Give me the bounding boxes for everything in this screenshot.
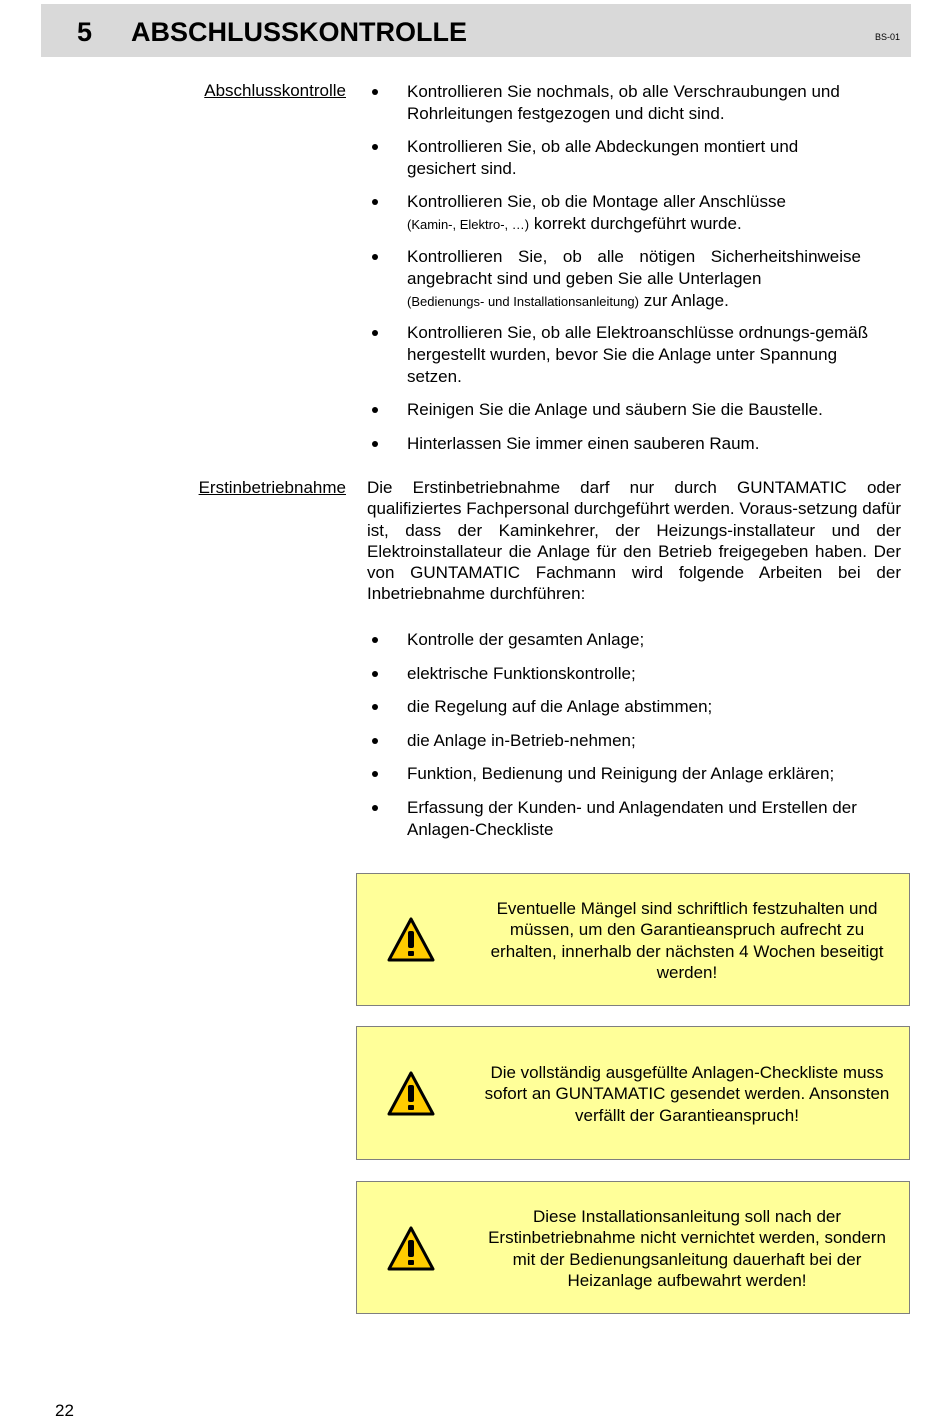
page-number: 22	[55, 1401, 74, 1420]
list-item	[367, 730, 927, 752]
bullet-icon	[372, 330, 378, 336]
warning-box	[356, 873, 910, 1006]
doc-code: BS-01	[874, 32, 900, 42]
list-item-text: Reinigen Sie die Anlage und säubern Sie die Baustelle.	[407, 400, 823, 419]
list-item	[367, 763, 937, 785]
list-item-text: Kontrollieren Sie, ob alle Abdeckungen montiert und gesichert sind.	[407, 137, 799, 178]
list-item-note: (Kamin-, Elektro-, …)	[407, 217, 530, 232]
warning-icon	[387, 917, 435, 963]
bullet-icon	[372, 89, 378, 95]
list-item	[367, 399, 927, 421]
list-item-text: Kontrollieren Sie, ob die Montage aller Anschlüsse	[407, 192, 786, 211]
bullet-icon	[372, 199, 378, 205]
list-item-text: Erfassung der Kunden- und Anlagendaten und Erstellen der Anlagen-Checkliste	[407, 798, 857, 839]
list-item-text: Kontrolle der gesamten Anlage;	[407, 630, 645, 649]
list-item	[367, 797, 887, 841]
chapter-title: ABSCHLUSSKONTROLLE	[131, 17, 467, 47]
list-item-text: Kontrollieren Sie, ob alle Elektroanschlüsse ordnungs-gemäß hergestellt wurden, bevor Sie die Anlage unter Spannung setzen.	[407, 323, 869, 386]
warning-text: Diese Installationsanleitung soll nach der Erstinbetriebnahme nicht vernichtet werden, sondern mit der Bedienungsanleitung dauerhaft bei der Heizanlage aufbewahrt werden!	[488, 1207, 886, 1290]
list-item-text: korrekt durchgeführt wurde.	[533, 214, 742, 233]
section-label-abschlusskontrolle: Abschlusskontrolle	[204, 81, 346, 100]
warning-icon	[387, 1226, 435, 1272]
list-item	[367, 629, 927, 651]
section-label-erstinbetriebnahme: Erstinbetriebnahme	[198, 478, 346, 497]
list-item	[367, 696, 927, 718]
bullet-icon	[372, 738, 378, 744]
list-item	[367, 136, 867, 180]
list-item-text: zur Anlage.	[643, 291, 729, 310]
bullet-icon	[372, 407, 378, 413]
bullet-icon	[372, 144, 378, 150]
bullet-icon	[372, 671, 378, 677]
chapter-header	[41, 4, 911, 57]
list-item	[367, 191, 867, 236]
bullet-icon	[372, 704, 378, 710]
bullet-icon	[372, 771, 378, 777]
list-item-text: die Anlage in-Betrieb-nehmen;	[407, 731, 636, 750]
list-item	[367, 322, 877, 388]
list-item-text: Hinterlassen Sie immer einen sauberen Raum.	[407, 434, 760, 453]
list-item-note: (Bedienungs- und Installationsanleitung)	[407, 294, 639, 309]
list-item-text: Kontrollieren Sie, ob alle nötigen Sicherheitshinweise angebracht sind und geben Sie alle Unterlagen	[407, 247, 861, 288]
bullet-icon	[372, 637, 378, 643]
bullet-icon	[372, 441, 378, 447]
intro-paragraph: Die Erstinbetriebnahme darf nur durch GUNTAMATIC oder qualifiziertes Fachpersonal durchgeführt werden. Voraus-setzung dafür ist, dass der Kaminkehrer, der Heizungs-installateur und der Elektroinstallateur die Anlage für den Betrieb freigegeben haben. Der von GUNTAMATIC Fachmann wird folgende Arbeiten bei der Inbetriebnahme durchführen:	[367, 478, 901, 604]
list-item-text: elektrische Funktionskontrolle;	[407, 664, 636, 683]
warning-box	[356, 1181, 910, 1314]
list-item	[367, 81, 867, 125]
bullet-icon	[372, 805, 378, 811]
warning-icon	[387, 1071, 435, 1117]
list-item	[367, 246, 861, 313]
list-item-text: Kontrollieren Sie nochmals, ob alle Verschraubungen und Rohrleitungen festgezogen und dicht sind.	[407, 82, 840, 123]
list-item	[367, 663, 927, 685]
list-item	[367, 433, 927, 455]
warning-text: Die vollständig ausgefüllte Anlagen-Checkliste muss sofort an GUNTAMATIC gesendet werden. Ansonsten verfällt der Garantieanspruch!	[484, 1063, 890, 1125]
warning-box	[356, 1026, 910, 1160]
list-item-text: Funktion, Bedienung und Reinigung der Anlage erklären;	[407, 764, 835, 783]
list-item-text: die Regelung auf die Anlage abstimmen;	[407, 697, 713, 716]
chapter-number: 5	[77, 17, 93, 47]
bullet-icon	[372, 254, 378, 260]
warning-text: Eventuelle Mängel sind schriftlich festzuhalten und müssen, um den Garantieanspruch aufrecht zu erhalten, innerhalb der nächsten 4 Wochen beseitigt werden!	[490, 899, 884, 982]
